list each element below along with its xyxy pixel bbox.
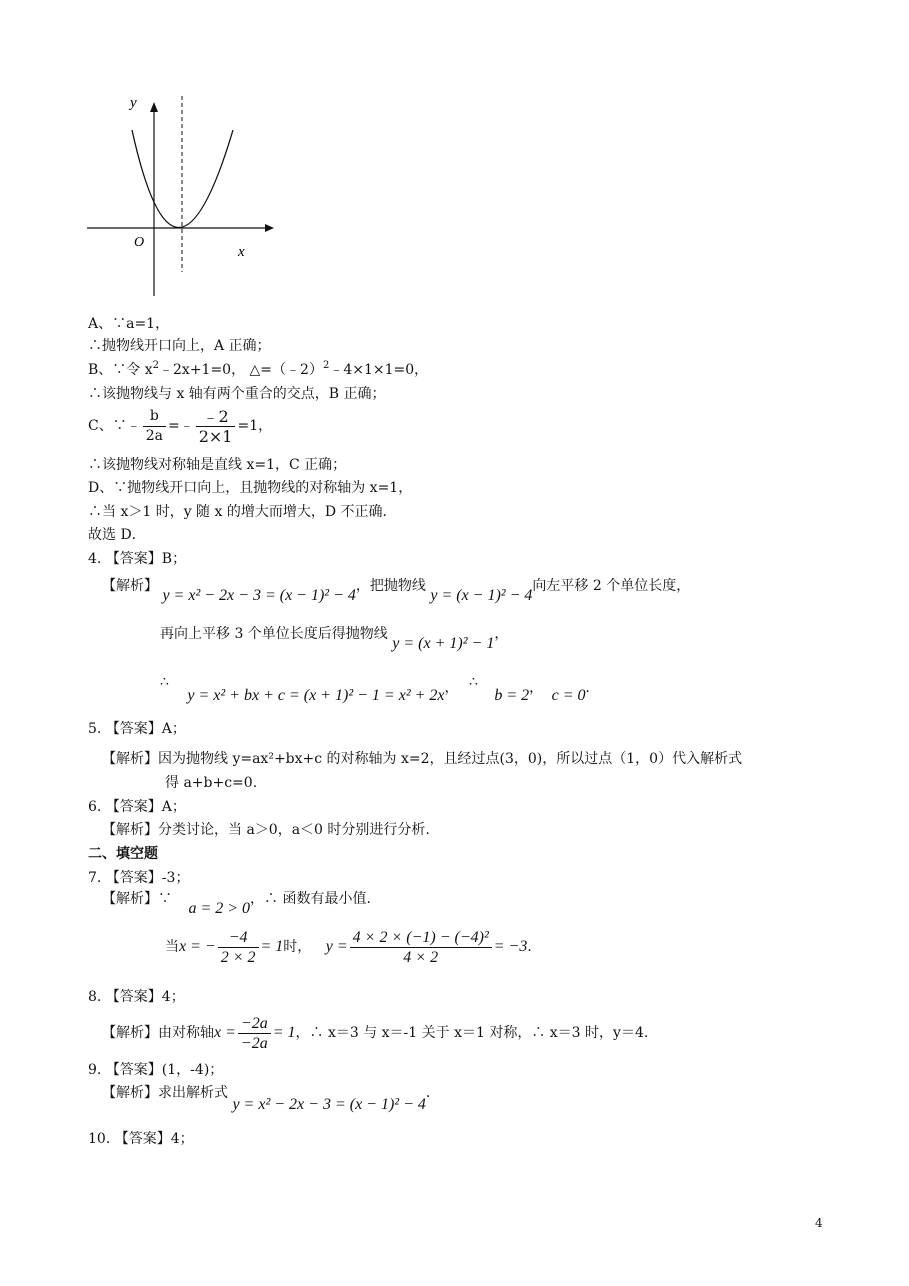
- b1-sup1: 2: [152, 360, 160, 371]
- q9-eq1: y = x² − 2x − 3 = (x − 1)² − 4: [232, 1096, 426, 1113]
- q10-answer: 10. 【答案】4；: [88, 1131, 194, 1147]
- q7-e3pre: y =: [325, 938, 348, 955]
- q7-frac1: [218, 928, 259, 967]
- q7-e3post: = −3: [493, 938, 528, 955]
- q7-frac2: [350, 928, 492, 967]
- q7-frac1-num: −4: [218, 928, 259, 948]
- y-axis-arrow: [150, 102, 158, 112]
- parabola-curve: [132, 130, 233, 228]
- q4-t6: ，: [529, 680, 544, 696]
- q4-t1: ，把抛物线: [355, 578, 426, 594]
- q7-frac2-den: 4 × 2: [403, 948, 439, 966]
- q7-end: ．: [527, 939, 542, 955]
- q4-t2: 向左平移 2 个单位长度，: [532, 578, 691, 594]
- line-a1: A、∵a=1，: [88, 316, 170, 332]
- fraction-neg2-over-2x1: [196, 407, 236, 446]
- origin-label: O: [134, 235, 145, 250]
- q8-e1pre: x =: [214, 1024, 236, 1041]
- line-c2: ∴该抛物线对称轴是直线 x=1，C 正确；: [88, 457, 347, 473]
- q9-end: ．: [425, 1085, 440, 1101]
- q6-answer: 6. 【答案】A；: [88, 799, 186, 815]
- b1-post: ﹣4×1×1=0，: [329, 362, 429, 378]
- q7-eq1: a = 2 > 0: [188, 900, 251, 917]
- y-label: y: [130, 95, 137, 111]
- x-label: x: [238, 244, 245, 260]
- page-number: 4: [815, 1216, 823, 1230]
- q4-answer: 4. 【答案】B；: [88, 551, 187, 567]
- q4-eq2: y = (x − 1)² − 4: [430, 587, 533, 604]
- x-axis-arrow: [265, 224, 274, 232]
- q7-analysis-2: [165, 926, 541, 968]
- q7-frac1-den: 2 × 2: [220, 948, 256, 966]
- q8-t1: ，∴ x＝3 与 x＝-1 关于 x＝1 对称，∴ x＝3 时，y＝4.: [295, 1025, 649, 1041]
- q4-eq3: y = (x + 1)² − 1: [392, 635, 495, 652]
- q7-shi: 时，: [283, 939, 312, 955]
- parabola-figure: [0, 0, 909, 310]
- q9-analysis: [102, 1084, 440, 1113]
- c1-eq: =﹣: [167, 418, 194, 434]
- b1-pre: B、∵令 x: [88, 362, 153, 378]
- line-d3: 故选 D．: [88, 527, 146, 543]
- q8-frac-num: −2a: [238, 1014, 271, 1034]
- frac2-num: ﹣2: [196, 407, 236, 427]
- q4-jx: 【解析】: [102, 578, 158, 594]
- frac1-den: 2a: [145, 427, 163, 444]
- q4-analysis-2: [160, 625, 509, 652]
- q4-eq1: y = x² − 2x − 3 = (x − 1)² − 4: [162, 587, 356, 604]
- q7-jx: 【解析】∵: [102, 891, 172, 907]
- q4-analysis-3: [160, 673, 600, 704]
- q7-analysis-1: [102, 890, 371, 917]
- q7-t1: ，∴ 函数有最小值.: [250, 891, 371, 907]
- line-b1: [88, 361, 428, 379]
- q8-frac: [238, 1014, 271, 1053]
- q6-analysis: 【解析】分类讨论，当 a＞0，a＜0 时分别进行分析.: [102, 822, 430, 838]
- line-a2: ∴抛物线开口向上，A 正确；: [88, 338, 271, 354]
- fraction-b-over-2a: [143, 407, 166, 446]
- frac1-num: b: [143, 407, 166, 427]
- q4-so: ∴: [160, 674, 169, 690]
- q4-t3: 再向上平移 3 个单位长度后得抛物线: [160, 626, 388, 642]
- q9-answer: 9. 【答案】(1，-4)；: [88, 1062, 224, 1078]
- q7-answer: 7. 【答案】-3；: [88, 870, 190, 886]
- q4-eq6: c = 0: [551, 687, 586, 704]
- q4-t7: ．: [585, 680, 600, 696]
- q7-frac2-num: 4 × 2 × (−1) − (−4)²: [350, 928, 492, 948]
- q8-jx: 【解析】由对称轴: [102, 1025, 214, 1041]
- line-b2: ∴该抛物线与 x 轴有两个重合的交点，B 正确；: [88, 386, 386, 402]
- q8-analysis: [102, 1012, 648, 1054]
- q8-answer: 8. 【答案】4；: [88, 989, 185, 1005]
- line-c1: [88, 405, 272, 447]
- q9-jx: 【解析】求出解析式: [102, 1085, 228, 1101]
- section-2-title: 二、填空题: [88, 846, 158, 862]
- q4-analysis-1: [102, 577, 691, 604]
- q8-e1post: = 1: [272, 1024, 296, 1041]
- q5-analysis-2: 得 a+b+c=0.: [165, 775, 258, 791]
- line-d1: D、∵抛物线开口向上，且抛物线的对称轴为 x=1，: [88, 480, 413, 496]
- b1-mid: ﹣2x+1=0， △=（﹣2）: [159, 362, 323, 378]
- c1-post: =1，: [237, 418, 273, 434]
- line-d2: ∴当 x＞1 时，y 随 x 的增大而增大，D 不正确．: [88, 504, 397, 520]
- q4-so2: ∴: [468, 674, 478, 690]
- q7-e2post: = 1: [260, 938, 284, 955]
- q4-eq5: b = 2: [494, 687, 530, 704]
- frac2-den: 2×1: [198, 426, 233, 446]
- q4-eq4: y = x² + bx + c = (x + 1)² − 1 = x² + 2x: [187, 687, 445, 704]
- q8-frac-den: −2a: [240, 1034, 268, 1052]
- q4-t4: ，: [494, 626, 509, 642]
- c1-pre: C、∵﹣: [88, 418, 141, 434]
- q7-dang: 当: [165, 939, 179, 955]
- b1-sup2: 2: [322, 360, 330, 371]
- q5-analysis-1: 【解析】因为抛物线 y=ax²+bx+c 的对称轴为 x=2，且经过点(3，0)，所以过点（1，0）代入解析式: [102, 751, 743, 767]
- q4-t5: ，: [444, 680, 459, 696]
- q7-e2pre: x = −: [179, 938, 216, 955]
- q5-answer: 5. 【答案】A；: [88, 721, 186, 737]
